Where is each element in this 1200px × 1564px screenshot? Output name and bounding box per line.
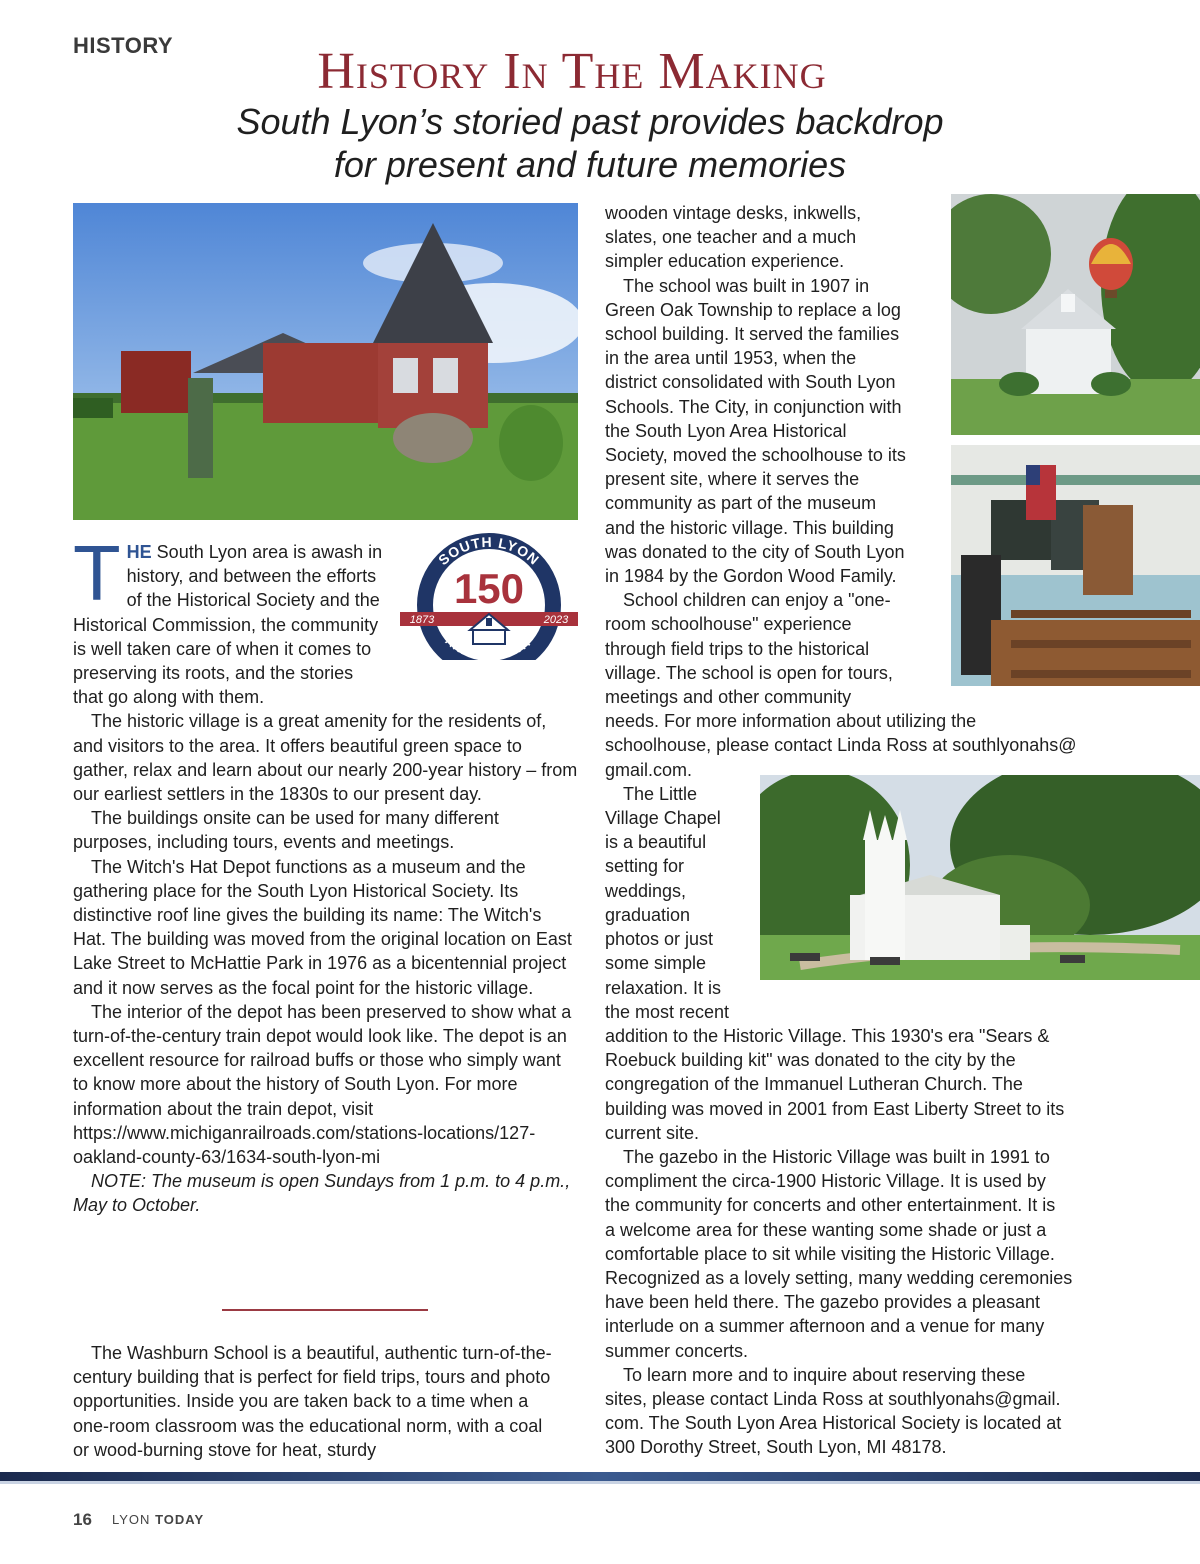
right-column-line: compliment the circa-1900 Historic Village. It is used by — [605, 1171, 1046, 1192]
intro-text: South Lyon area is awash in history, and between the efforts of the Historical Society and the Historical Commission, the community is well taken care of when it comes to preserving its roots, and the stories that go along with them. — [73, 542, 383, 708]
subtitle — [130, 100, 1050, 186]
badge-year-left: 1873 — [409, 614, 435, 626]
right-column-line: have been held there. The gazebo provides a pleasant — [605, 1292, 1040, 1313]
museum-note: NOTE: The museum is open Sundays from 1 p.m. to 4 p.m., May to October. — [73, 1171, 571, 1216]
publication-name — [112, 1512, 204, 1527]
right-column-line: photos or just — [605, 929, 714, 950]
right-column-line: is a beautiful — [605, 832, 707, 853]
drop-cap: T — [73, 529, 121, 617]
right-column-line: in the area until 1953, when the — [605, 348, 857, 369]
right-column-line: com. The South Lyon Area Historical Society is located at — [605, 1413, 1062, 1434]
right-column-line: School children can enjoy a "one- — [623, 590, 891, 611]
right-column-line: building was moved in 2001 from East Liberty Street to its — [605, 1098, 1065, 1119]
lead-word: HE — [126, 542, 152, 562]
paragraph-village: The historic village is a great amenity for the residents of, and visitors to the area. It offers beautiful green space to gather, relax and learn about our nearly 200-year history – from our earliest settlers in the 1830s to our present day. — [73, 711, 578, 805]
right-column — [605, 201, 1125, 1460]
right-column-line: was donated to the city of South Lyon — [605, 541, 905, 562]
right-column-line: To learn more and to inquire about reserving these — [623, 1364, 1026, 1385]
right-column-line: needs. For more information about utilizing the — [605, 711, 977, 732]
right-column-line: a welcome area for these wanting some shade or just a — [605, 1219, 1047, 1240]
subtitle-line-2: for present and future memories — [333, 144, 847, 185]
footer-band-light — [0, 1481, 1200, 1484]
paragraph-washburn: The Washburn School is a beautiful, authentic turn-of-the-century building that is perfect for field trips, tours and photo opportunities. Inside you are taken back to a time when a one-room classroom was the educational norm, with a coal or wood-burning stove for heat, sturdy — [73, 1343, 552, 1460]
right-column-line: room schoolhouse" experience — [605, 614, 852, 635]
right-column-line: summer concerts. — [605, 1340, 749, 1361]
right-column-line: through field trips to the historical — [605, 638, 870, 659]
right-column-line: wooden vintage desks, inkwells, — [605, 203, 862, 223]
right-column-line: school building. It served the families — [605, 324, 900, 345]
left-column-bottom — [73, 1341, 563, 1462]
right-column-line: The gazebo in the Historic Village was built in 1991 to — [623, 1146, 1050, 1167]
right-column-line: gmail.com. — [605, 759, 693, 780]
right-column-line: weddings, — [605, 880, 687, 901]
depot-photo — [73, 203, 578, 520]
right-column-line: district consolidated with South Lyon — [605, 372, 896, 393]
badge-top-text: SOUTH LYON — [435, 533, 543, 569]
publication-name-bold: TODAY — [155, 1512, 205, 1527]
badge-bottom-text: ANNIVERSARY — [442, 633, 536, 660]
right-column-line: The school was built in 1907 in — [623, 275, 870, 296]
right-column-line: in 1984 by the Gordon Wood Family. — [605, 566, 897, 587]
right-column-line: the community for concerts and other entertainment. It is — [605, 1195, 1056, 1216]
right-column-line: simpler education experience. — [605, 251, 845, 272]
right-column-line: setting for — [605, 856, 685, 877]
right-column-line: current site. — [605, 1122, 700, 1143]
right-column-line: addition to the Historic Village. This 1930's era "Sears & — [605, 1025, 1050, 1046]
section-divider — [222, 1309, 428, 1311]
right-column-line: the most recent — [605, 1001, 730, 1022]
right-column-line: congregation of the Immanuel Lutheran Church. The — [605, 1074, 1023, 1095]
right-column-line: community as part of the museum — [605, 493, 877, 514]
right-column-line: comfortable place to sit while visiting the Historic Village. — [605, 1243, 1055, 1264]
paragraph-depot: The Witch's Hat Depot functions as a museum and the gathering place for the South Lyon Historical Society. Its distinctive roof line gives the building its name: The Witch's Hat. The building was moved from the original location on East Lake Street to McHattie Park in 1976 as a bicentennial project and it now serves as the focal point for the historic village. — [73, 856, 572, 998]
right-column-line: graduation — [605, 904, 691, 925]
right-column-line: sites, please contact Linda Ross at southlyonahs@gmail. — [605, 1388, 1061, 1409]
paragraph-buildings: The buildings onsite can be used for many different purposes, including tours, events and meetings. — [73, 808, 499, 853]
right-column-line: Roebuck building kit" was donated to the city by the — [605, 1050, 1016, 1071]
right-column-line: and the historic village. This building — [605, 517, 894, 538]
publication-name-light: LYON — [112, 1512, 156, 1527]
paragraph-interior: The interior of the depot has been preserved to show what a turn-of-the-century train depot would look like. The depot is an excellent resource for railroad buffs or those who simply want to know more about the history of South Lyon. For more information about the train depot, visit https://www.michiganrailroads.com/stations-locations/127-oakland-county-63/1634-south-lyon-mi — [73, 1001, 572, 1168]
right-column-line: meetings and other community — [605, 687, 852, 708]
badge-number: 150 — [453, 565, 525, 612]
right-column-line: the South Lyon Area Historical — [605, 420, 847, 441]
right-column-line: present site, where it serves the — [605, 469, 860, 490]
right-column-line: Village Chapel — [605, 808, 721, 829]
right-column-line: interlude on a summer afternoon and a venue for many — [605, 1316, 1045, 1337]
badge-year-right: 2023 — [543, 614, 569, 626]
right-column-line: Society, moved the schoolhouse to its — [605, 445, 906, 466]
right-column-line: schoolhouse, please contact Linda Ross at southlyonahs@ — [605, 735, 1077, 756]
subtitle-line-1: South Lyon’s storied past provides backdrop — [236, 101, 944, 142]
right-column-line: The Little — [623, 783, 698, 804]
right-column-line: some simple — [605, 953, 707, 974]
page-number: 16 — [73, 1510, 92, 1529]
page-title: History In The Making — [317, 43, 827, 100]
right-column-line: village. The school is open for tours, — [605, 662, 893, 683]
right-column-line: Schools. The City, in conjunction with — [605, 396, 902, 417]
right-column-line: slates, one teacher and a much — [605, 227, 857, 248]
section-label: HISTORY — [73, 33, 174, 58]
right-column-line: Green Oak Township to replace a log — [605, 299, 901, 320]
footer-band — [0, 1472, 1200, 1481]
right-column-line: 300 Dorothy Street, South Lyon, MI 48178. — [605, 1437, 947, 1458]
left-column-top — [73, 529, 578, 1218]
right-column-line: relaxation. It is — [605, 977, 722, 998]
right-column-line: Recognized as a lovely setting, many wedding ceremonies — [605, 1267, 1073, 1288]
